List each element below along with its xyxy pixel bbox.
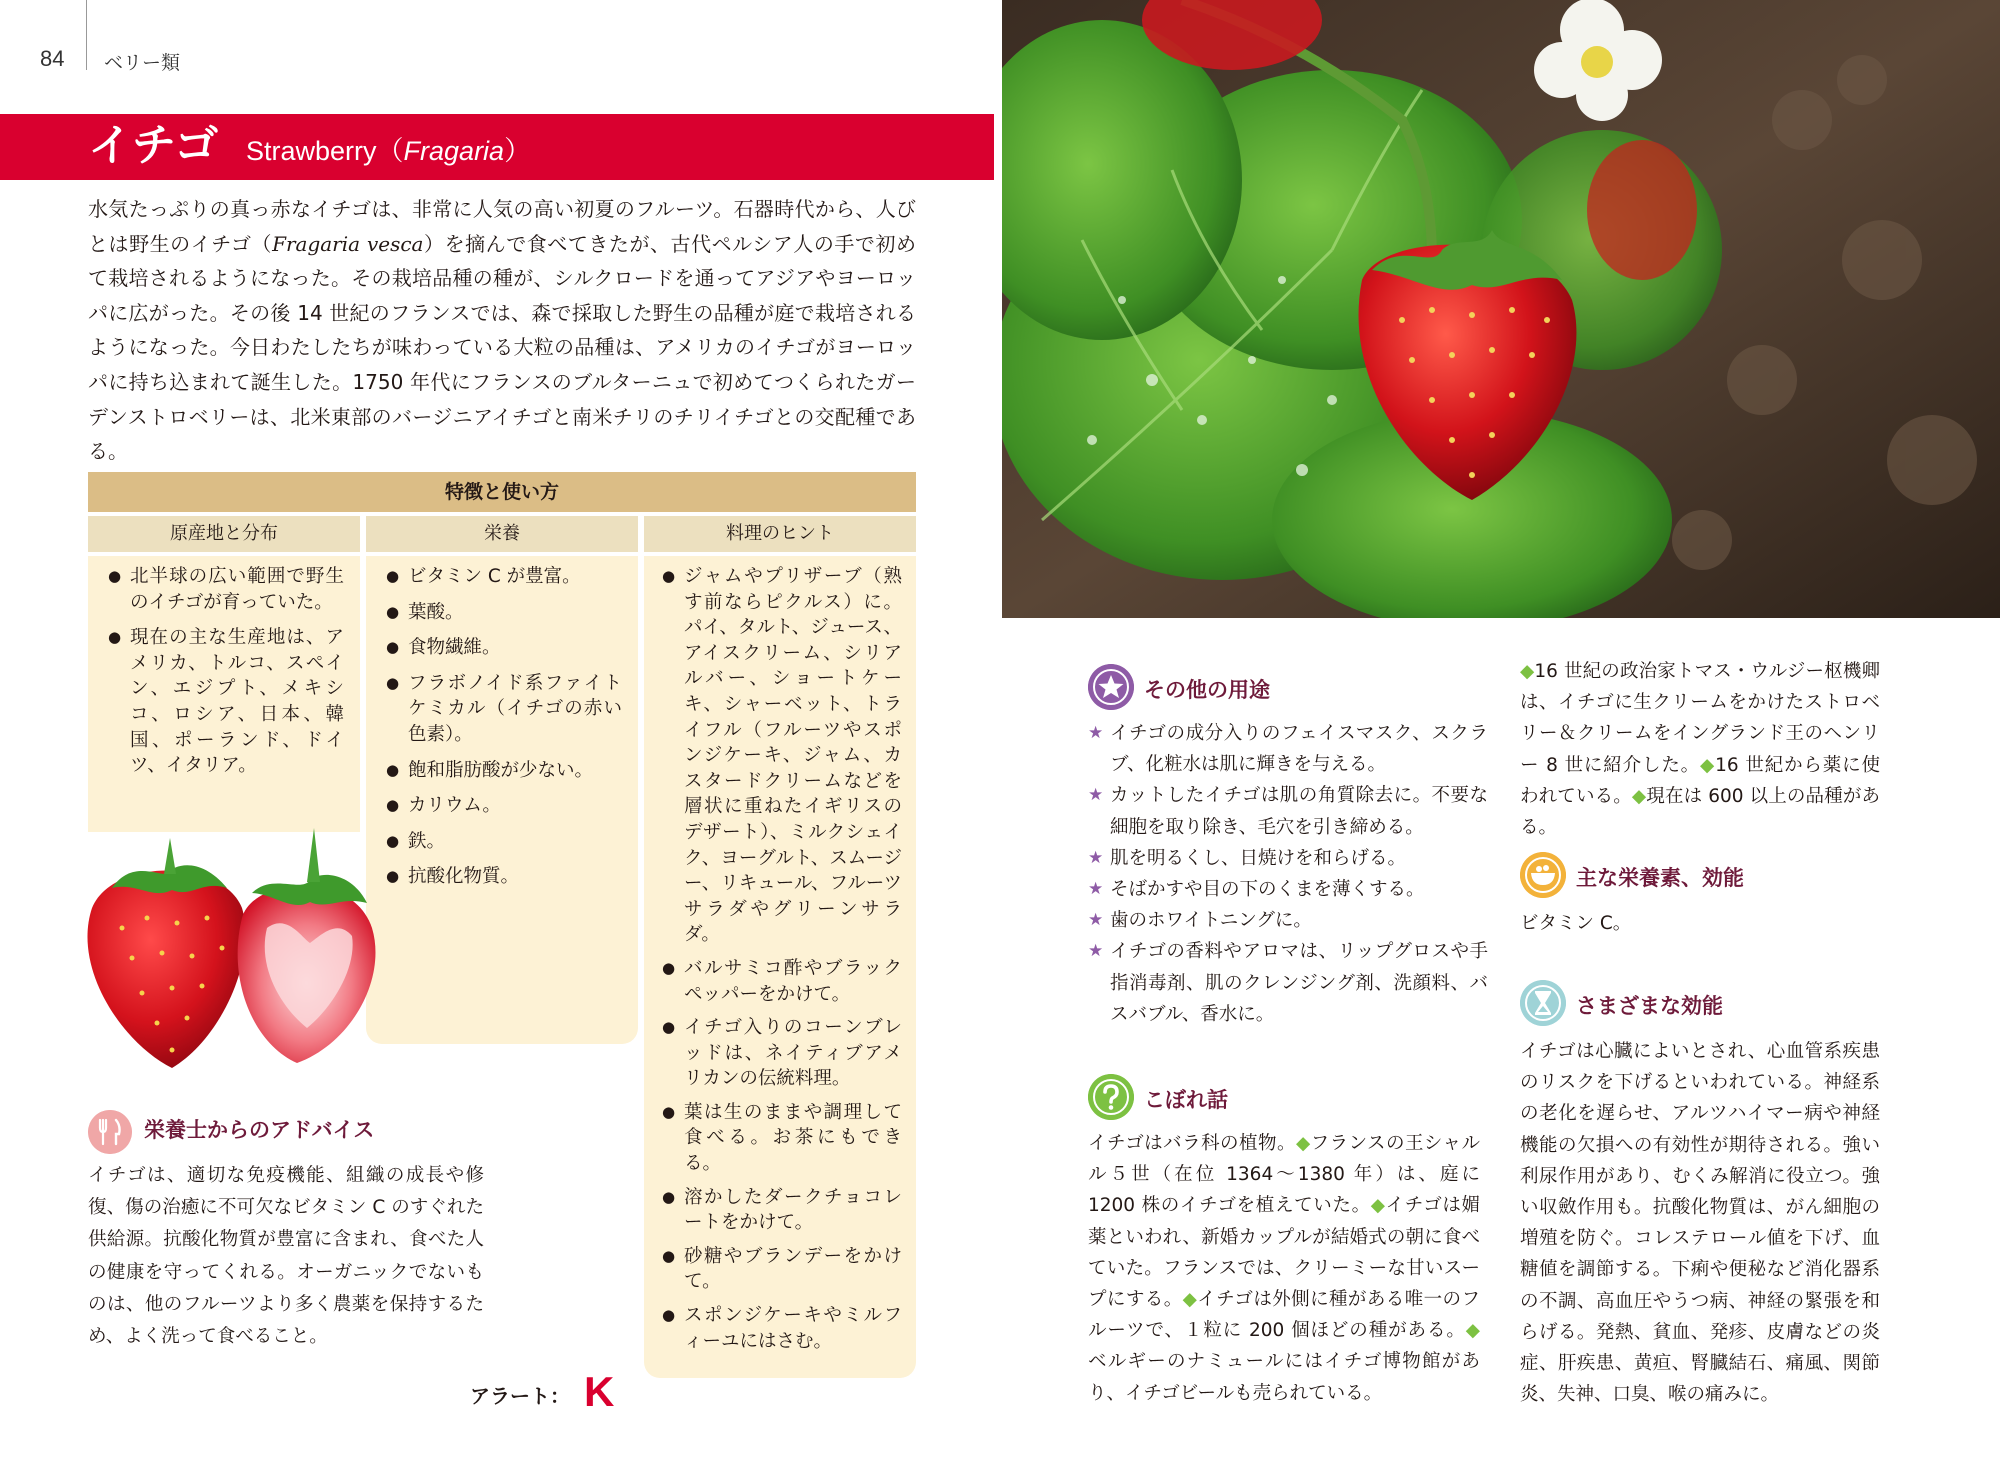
diamond-bullet: ◆ bbox=[1700, 754, 1716, 776]
list-item: ★ そばかすや目の下のくまを薄くする。 bbox=[1088, 874, 1488, 905]
features-heading: 特徴と使い方 bbox=[88, 472, 916, 512]
intro-text-2: ）を摘んで食べてきたが、古代ペルシア人の手で初めて栽培されるようになった。その栽培品種の種が、シルクロードを通ってアジアやヨーロッパに広がった。その後 14 世紀のフランスでは、森で採取した野生の品種が庭で栽培されるようになった。今日わたしたちが味わっている大粒の品種は、アメリカのイチゴがヨーロッパに持ち込まれて誕生した。1750 年代にフランスのブルターニュで初めてつくられたガーデンストロベリーは、北米東部のバージニアイチゴと南米チリのチリイチゴとの交配種である。 bbox=[88, 231, 917, 464]
nutrients-title: 主な栄養素、効能 bbox=[1576, 866, 1744, 890]
intro-text-1: 水気たっぷりの真っ赤なイチゴは、非常に人気の高い初夏のフルーツ。石器時代から、人びとは野生のイチゴ（ bbox=[88, 197, 916, 256]
list-item: ● 抗酸化物質。 bbox=[386, 864, 622, 890]
list-item: ● 飽和脂肪酸が少ない。 bbox=[386, 758, 622, 784]
column-head-nutrition: 栄養 bbox=[366, 516, 638, 552]
page-title: イチゴ bbox=[88, 120, 219, 171]
list-item: ★ カットしたイチゴは肌の角質除去に。不要な細胞を取り除き、毛穴を引き締める。 bbox=[1088, 780, 1488, 842]
diamond-bullet: ◆ bbox=[1182, 1289, 1198, 1311]
list-item: ★ イチゴの香料やアロマは、リップグロスや手指消毒剤、肌のクレンジング剤、洗顔料、バスバブル、香水に。 bbox=[1088, 936, 1488, 1030]
column-head-cooking: 料理のヒント bbox=[644, 516, 916, 552]
advice-title: 栄養士からのアドバイス bbox=[144, 1118, 375, 1142]
alert-label: アラート： bbox=[470, 1384, 570, 1408]
trivia-sentence: 16 世紀の政治家トマス・ウルジー枢機卿は、イチゴに生クリームをかけたストロベリー＆クリームをイングランド王のヘンリー 8 世に紹介した。 bbox=[1520, 661, 1880, 776]
trivia-body bbox=[1088, 1128, 1480, 1409]
title-english-name: Strawberry bbox=[246, 136, 377, 166]
list-item: ● 北半球の広い範囲で野生のイチゴが育っていた。 bbox=[108, 564, 344, 615]
list-item: ● 溶かしたダークチョコレートをかけて。 bbox=[662, 1185, 902, 1236]
intro-paragraph bbox=[88, 192, 916, 469]
title-paren-close: ） bbox=[504, 136, 532, 166]
diamond-bullet: ◆ bbox=[1465, 1320, 1480, 1342]
nutrients-body: ビタミン C。 bbox=[1520, 913, 1632, 934]
strawberry-illustration bbox=[52, 818, 422, 1080]
title-english bbox=[246, 134, 531, 168]
list-item: ● イチゴ入りのコーンブレッドは、ネイティブアメリカンの伝統料理。 bbox=[662, 1015, 902, 1092]
list-item: ● スポンジケーキやミルフィーユにはさむ。 bbox=[662, 1303, 902, 1354]
list-item: ● ジャムやプリザーブ（熟す前ならピクルス）に。パイ、タルト、ジュース、アイスクリーム、シリアルバー、ショートケーキ、シャーベット、トライフル（フルーツやスポンジケーキ、ジャム、カスタードクリームなどを層状に重ねたイギリスのデザート）、ミルクシェイク、ヨーグルト、スムージー、リキュール、フルーツサラダやグリーンサラダ。 bbox=[662, 564, 902, 948]
intro-latin: Fragaria vesca bbox=[272, 231, 424, 256]
list-item: ● 砂糖やブランデーをかけて。 bbox=[662, 1244, 902, 1295]
list-item: ● 葉は生のままや調理して食べる。お茶にもできる。 bbox=[662, 1100, 902, 1177]
trivia-body-continued bbox=[1520, 656, 1880, 843]
strawberry-plant-photo bbox=[1002, 0, 2000, 618]
list-item: ● 鉄。 bbox=[386, 829, 622, 855]
hourglass-icon bbox=[1520, 980, 1566, 1026]
list-item: ★ 歯のホワイトニングに。 bbox=[1088, 905, 1488, 936]
trivia-title: こぼれ話 bbox=[1144, 1088, 1228, 1112]
list-item: ★ 肌を明るくし、日焼けを和らげる。 bbox=[1088, 843, 1488, 874]
effects-body: イチゴは心臓によいとされ、心血管系疾患のリスクを下げるといわれている。神経系の老化を遅らせ、アルツハイマー病や神経機能の欠損への有効性が期待される。強い利尿作用があり、むくみ解消に役立つ。強い収斂作用も。抗酸化物質は、がん細胞の増殖を防ぐ。コレステロール値を下げ、血糖値を調節する。下痢や便秘など消化器系の不調、高血圧やうつ病、神経の緊張を和らげる。発熱、貧血、発疹、皮膚などの炎症、肝疾患、黄疸、腎臓結石、痛風、関節炎、失神、口臭、喉の痛みに。 bbox=[1520, 1041, 1880, 1406]
trivia-sentence: イチゴはバラ科の植物。 bbox=[1088, 1133, 1296, 1154]
trivia-sentence: ベルギーのナミュールにはイチゴ博物館があり、イチゴビールも売られている。 bbox=[1088, 1351, 1480, 1404]
trivia-sentence: イチゴは外側に種がある唯一のフルーツで、１粒に 200 個ほどの種がある。 bbox=[1088, 1289, 1480, 1342]
list-item: ★ イチゴの成分入りのフェイスマスク、スクラブ、化粧水は肌に輝きを与える。 bbox=[1088, 718, 1488, 780]
diamond-bullet: ◆ bbox=[1370, 1195, 1386, 1217]
other-uses-list bbox=[1088, 718, 1488, 1030]
diamond-bullet: ◆ bbox=[1631, 785, 1647, 807]
fork-knife-icon bbox=[88, 1110, 132, 1154]
bowl-icon bbox=[1520, 852, 1566, 898]
header-divider bbox=[86, 0, 87, 70]
trivia-sentence: イチゴは媚薬といわれ、新婚カップルが結婚式の朝に食べていた。フランスでは、クリーミーな甘いスープにする。 bbox=[1088, 1195, 1481, 1311]
list-item: ● バルサミコ酢やブラックペッパーをかけて。 bbox=[662, 956, 902, 1007]
effects-title: さまざまな効能 bbox=[1576, 994, 1723, 1018]
list-item: ● ビタミン C が豊富。 bbox=[386, 564, 622, 590]
question-icon bbox=[1088, 1074, 1134, 1120]
list-item: ● 食物繊維。 bbox=[386, 635, 622, 661]
diamond-bullet: ◆ bbox=[1295, 1133, 1311, 1154]
title-paren-open: （ bbox=[376, 136, 404, 166]
advice-body: イチゴは、適切な免疫機能、組織の成長や修復、傷の治癒に不可欠なビタミン C のすぐれた供給源。抗酸化物質が豊富に含まれ、食べた人の健康を守ってくれる。オーガニックでないものは、他のフルーツより多く農薬を保持するため、よく洗って食べること。 bbox=[88, 1165, 484, 1348]
list-item: ● 現在の主な生産地は、アメリカ、トルコ、スペイン、エジプト、メキシコ、ロシア、日本、韓国、ポーランド、ドイツ、イタリア。 bbox=[108, 625, 344, 779]
trivia-sentence: 16 世紀から薬に使われている。 bbox=[1520, 754, 1880, 807]
list-item: ● フラボノイド系ファイトケミカル（イチゴの赤い色素）。 bbox=[386, 671, 622, 748]
title-latin: Fragaria bbox=[403, 136, 505, 166]
list-item: ● 葉酸。 bbox=[386, 600, 622, 626]
page-number: 84 bbox=[40, 46, 65, 71]
origin-list bbox=[108, 564, 344, 789]
column-head-origin: 原産地と分布 bbox=[88, 516, 360, 552]
list-item: ● カリウム。 bbox=[386, 793, 622, 819]
cooking-list bbox=[662, 564, 902, 1362]
trivia-sentence: フランスの王シャルル５世（在位 1364〜1380 年）は、庭に 1200 株のイチゴを植えていた。 bbox=[1088, 1133, 1481, 1217]
other-uses-title: その他の用途 bbox=[1144, 678, 1270, 702]
trivia-sentence: 現在は 600 以上の品種がある。 bbox=[1520, 785, 1881, 839]
star-icon bbox=[1088, 664, 1134, 710]
diamond-bullet: ◆ bbox=[1520, 661, 1535, 682]
section-name: ベリー類 bbox=[104, 52, 181, 74]
alert-value: K bbox=[584, 1368, 615, 1415]
